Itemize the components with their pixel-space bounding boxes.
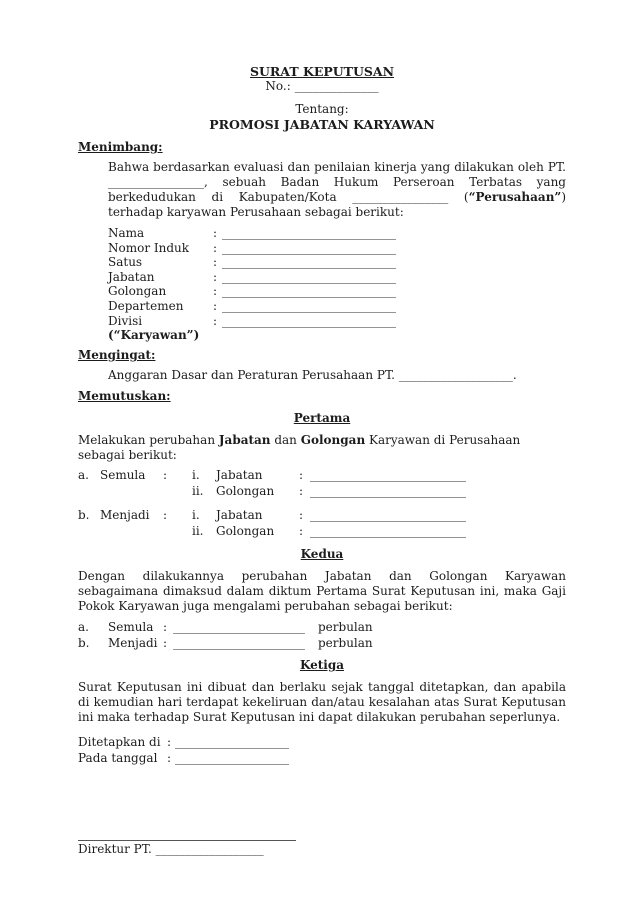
heading-kedua: Kedua: [300, 547, 344, 562]
pertama-subrow: [78, 507, 566, 523]
signature-blank: __________________: [155, 842, 264, 857]
field-blank: _____________________________: [222, 313, 396, 328]
row-colon: :: [163, 635, 168, 650]
pertama-intro: [78, 433, 566, 463]
item-blank: __________________________: [310, 524, 466, 539]
signature-caption: [78, 842, 566, 857]
closing-blank: ___________________: [175, 750, 289, 765]
menimbang-blank-2: ________________: [352, 190, 449, 204]
row-label: Menjadi: [100, 508, 150, 523]
heading-memutuskan: Memutuskan:: [78, 389, 171, 404]
field-colon: :: [213, 298, 218, 313]
closing-label: Pada tanggal: [78, 750, 158, 765]
row-label: Semula: [108, 620, 154, 635]
field-blank: _____________________________: [222, 240, 396, 255]
menimbang-text-4: ) terhadap karyawan Perusahaan sebagai berikut:: [108, 190, 567, 219]
field-row-departemen: [108, 299, 566, 314]
item-colon: :: [299, 508, 304, 523]
field-row-satus: [108, 255, 566, 270]
pertama-intro-text-1: Melakukan perubahan: [78, 433, 219, 448]
item-number: i.: [192, 508, 200, 523]
signature-block: [78, 840, 566, 857]
item-number: ii.: [192, 524, 204, 539]
item-number: ii.: [192, 484, 204, 499]
field-blank: _____________________________: [222, 255, 396, 270]
closing-row-tanggal: [78, 751, 566, 767]
field-colon: :: [213, 269, 218, 284]
menimbang-text-3: (: [448, 190, 469, 204]
closing-rows: [78, 735, 566, 766]
field-blank: _____________________________: [222, 269, 396, 284]
pertama-row-semula: [78, 467, 566, 499]
field-blank: _____________________________: [222, 298, 396, 313]
number-label: No.:: [265, 79, 291, 93]
item-label: Golongan: [216, 524, 275, 539]
row-suffix: perbulan: [318, 620, 373, 635]
field-row-jabatan: [108, 270, 566, 285]
row-letter: b.: [78, 635, 90, 650]
closing-row-ditetapkan: [78, 735, 566, 751]
row-colon: :: [163, 620, 168, 635]
pertama-intro-golongan: Golongan: [300, 433, 366, 448]
menimbang-paragraph: [108, 160, 566, 220]
row-letter: b.: [78, 508, 90, 523]
field-label: Nama: [108, 226, 145, 240]
pertama-rows: [78, 467, 566, 539]
row-letter: a.: [78, 468, 89, 483]
row-blank: ______________________: [173, 620, 305, 635]
heading-mengingat: Mengingat:: [78, 348, 156, 363]
kedua-row-semula: [78, 620, 566, 636]
pertama-intro-text-3: Karyawan di Perusahaan sebagai berikut:: [78, 433, 521, 463]
pertama-subrow: [78, 483, 566, 499]
item-blank: __________________________: [310, 508, 466, 523]
field-blank: _____________________________: [222, 226, 396, 240]
field-row-nomor-induk: [108, 241, 566, 256]
pertama-row-menjadi: [78, 507, 566, 539]
item-colon: :: [299, 524, 304, 539]
mengingat-period: .: [512, 368, 517, 383]
field-label: Satus: [108, 255, 143, 270]
pertama-subrow: [78, 467, 566, 483]
signature-line: [78, 840, 296, 841]
pertama-subrow: [78, 523, 566, 539]
closing-colon: :: [167, 750, 172, 765]
karyawan-term-note: (“Karyawan”): [108, 328, 200, 343]
row-label: Menjadi: [108, 635, 158, 650]
item-label: Jabatan: [216, 508, 263, 523]
field-row-golongan: [108, 284, 566, 299]
item-label: Golongan: [216, 484, 275, 499]
item-label: Jabatan: [216, 468, 263, 483]
number-blank: ______________: [294, 79, 379, 93]
ketiga-paragraph: Surat Keputusan ini dibuat dan berlaku sejak tanggal ditetapkan, dan apabila di kemudian hari terdapat kekeliruan dan/atau kesalahan atas Surat Keputusan ini maka terhadap Surat Keputusan ini dapat dilakukan perubahan seperlunya.: [78, 680, 566, 725]
item-blank: __________________________: [310, 484, 466, 499]
row-colon: :: [163, 468, 168, 483]
item-colon: :: [299, 484, 304, 499]
menimbang-text-1: Bahwa berdasarkan evaluasi dan penilaian kinerja yang dilakukan oleh PT.: [108, 160, 566, 174]
signature-title: Direktur PT.: [78, 842, 156, 857]
field-label: Jabatan: [108, 269, 155, 284]
tentang-label: Tentang:: [295, 102, 349, 116]
field-label: Nomor Induk: [108, 240, 190, 255]
field-row-nama: [108, 226, 566, 241]
kedua-row-menjadi: [78, 636, 566, 652]
item-number: i.: [192, 468, 200, 483]
kedua-rows: [78, 620, 566, 651]
field-colon: :: [213, 226, 218, 240]
field-label: Golongan: [108, 284, 167, 299]
field-label: Departemen: [108, 298, 184, 313]
heading-pertama: Pertama: [293, 411, 351, 426]
heading-ketiga: Ketiga: [299, 658, 345, 673]
pertama-intro-text-2: dan: [270, 433, 301, 448]
kedua-paragraph: Dengan dilakukannya perubahan Jabatan dan Golongan Karyawan sebagaimana dimaksud dalam diktum Pertama Surat Keputusan ini, maka Gaji Pokok Karyawan juga mengalami perubahan sebagai berikut:: [78, 569, 566, 614]
menimbang-perusahaan-term: “Perusahaan”: [468, 190, 562, 204]
field-colon: :: [213, 284, 218, 299]
row-blank: ______________________: [173, 635, 305, 650]
document-number-line: [78, 79, 566, 94]
field-colon: :: [213, 240, 218, 255]
field-row-divisi: [108, 314, 566, 329]
field-label: Divisi: [108, 313, 143, 328]
item-colon: :: [299, 468, 304, 483]
closing-blank: ___________________: [175, 735, 289, 750]
row-letter: a.: [78, 620, 89, 635]
document-subtitle: PROMOSI JABATAN KARYAWAN: [209, 117, 435, 132]
mengingat-text: Anggaran Dasar dan Peraturan Perusahaan PT.: [108, 368, 399, 383]
row-suffix: perbulan: [318, 635, 373, 650]
employee-fields: [108, 226, 566, 343]
field-blank: _____________________________: [222, 284, 396, 299]
mengingat-blank: ___________________: [398, 368, 513, 383]
row-label: Semula: [100, 468, 146, 483]
heading-menimbang: Menimbang:: [78, 140, 163, 154]
menimbang-text-2: , sebuah Badan Hukum Perseroan Terbatas yang berkedudukan di Kabupaten/Kota: [108, 175, 566, 204]
pertama-intro-jabatan: Jabatan: [218, 433, 271, 448]
mengingat-paragraph: [108, 368, 566, 383]
item-blank: __________________________: [310, 468, 466, 483]
closing-colon: :: [167, 735, 172, 750]
field-colon: :: [213, 313, 218, 328]
row-colon: :: [163, 508, 168, 523]
menimbang-blank-1: ________________: [108, 175, 204, 189]
field-colon: :: [213, 255, 218, 270]
document-title: SURAT KEPUTUSAN: [249, 64, 395, 79]
closing-label: Ditetapkan di: [78, 735, 161, 750]
